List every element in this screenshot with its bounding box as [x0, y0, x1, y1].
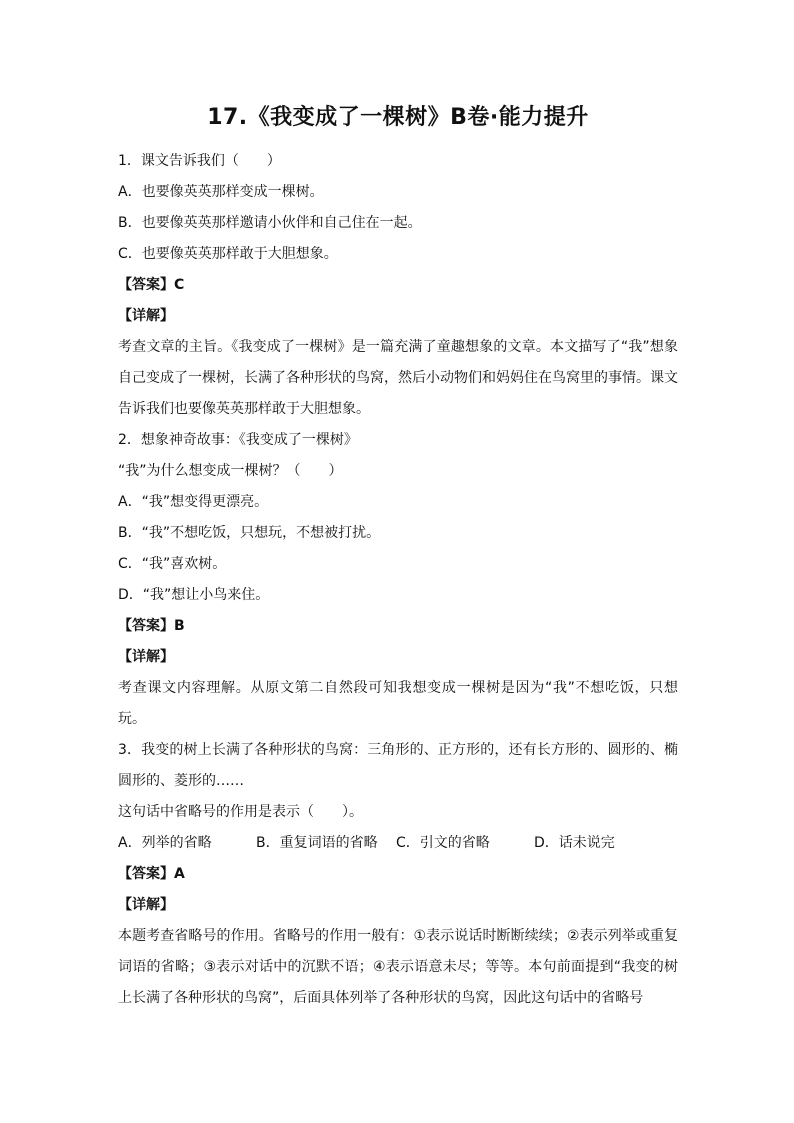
question-1-answer: 【答案】C	[118, 277, 185, 293]
document-page	[118, 100, 678, 1014]
question-1-option-c: C．也要像英英那样敢于大胆想象。	[118, 246, 338, 262]
question-3-option-c: C．引文的省略	[396, 835, 490, 851]
question-2-option-b: B．“我”不想吃饭，只想玩，不想被打扰。	[118, 525, 381, 541]
question-1-option-b: B．也要像英英那样邀请小伙伴和自己住在一起。	[118, 215, 422, 231]
question-1-stem: 1．课文告诉我们（ ）	[118, 153, 281, 169]
page-title: 17.《我变成了一棵树》B卷·能力提升	[207, 105, 589, 130]
question-2-detail: 考查课文内容理解。从原文第二自然段可知我想变成一棵树是因为“我”不想吃饭，只想玩。	[118, 680, 678, 727]
question-1-detail: 考查文章的主旨。《我变成了一棵树》是一篇充满了童趣想象的文章。本文描写了“我”想象自己变成了一棵树，长满了各种形状的鸟窝，然后小动物们和妈妈住在鸟窝里的事情。课文告诉我们也要像英英那样敢于大胆想象。	[118, 339, 678, 417]
question-3-question: 这句话中省略号的作用是表示（ ）。	[118, 804, 363, 820]
question-2-stem: 2．想象神奇故事：《我变成了一棵树》	[118, 432, 358, 448]
question-3-option-a: A．列举的省略	[118, 835, 212, 851]
question-2-detail-label: 【详解】	[118, 649, 174, 665]
question-2-answer: 【答案】B	[118, 618, 185, 634]
question-2-subquestion: “我”为什么想变成一棵树？（ ）	[118, 463, 343, 479]
question-3-option-b: B．重复词语的省略	[256, 835, 378, 851]
question-3-answer: 【答案】A	[118, 866, 185, 882]
question-3-option-d: D．话未说完	[534, 835, 615, 851]
question-3-stem: 3．我变的树上长满了各种形状的鸟窝：三角形的、正方形的，还有长方形的、圆形的、椭圆形的、菱形的……	[118, 742, 678, 789]
question-1-detail-label: 【详解】	[118, 308, 174, 324]
question-2-option-c: C．“我”喜欢树。	[118, 556, 227, 572]
question-2-option-a: A．“我”想变得更漂亮。	[118, 494, 269, 510]
question-3-detail-label: 【详解】	[118, 897, 174, 913]
question-2-option-d: D．“我”想让小鸟来住。	[118, 587, 270, 603]
question-1-option-a: A．也要像英英那样变成一棵树。	[118, 184, 324, 200]
question-3-options	[118, 828, 678, 859]
question-3-detail: 本题考查省略号的作用。省略号的作用一般有：①表示说话时断断续续；②表示列举或重复词语的省略；③表示对话中的沉默不语；④表示语意未尽；等等。本句前面提到“我变的树上长满了各种形状的鸟窝”，后面具体列举了各种形状的鸟窝，因此这句话中的省略号	[118, 928, 678, 1006]
